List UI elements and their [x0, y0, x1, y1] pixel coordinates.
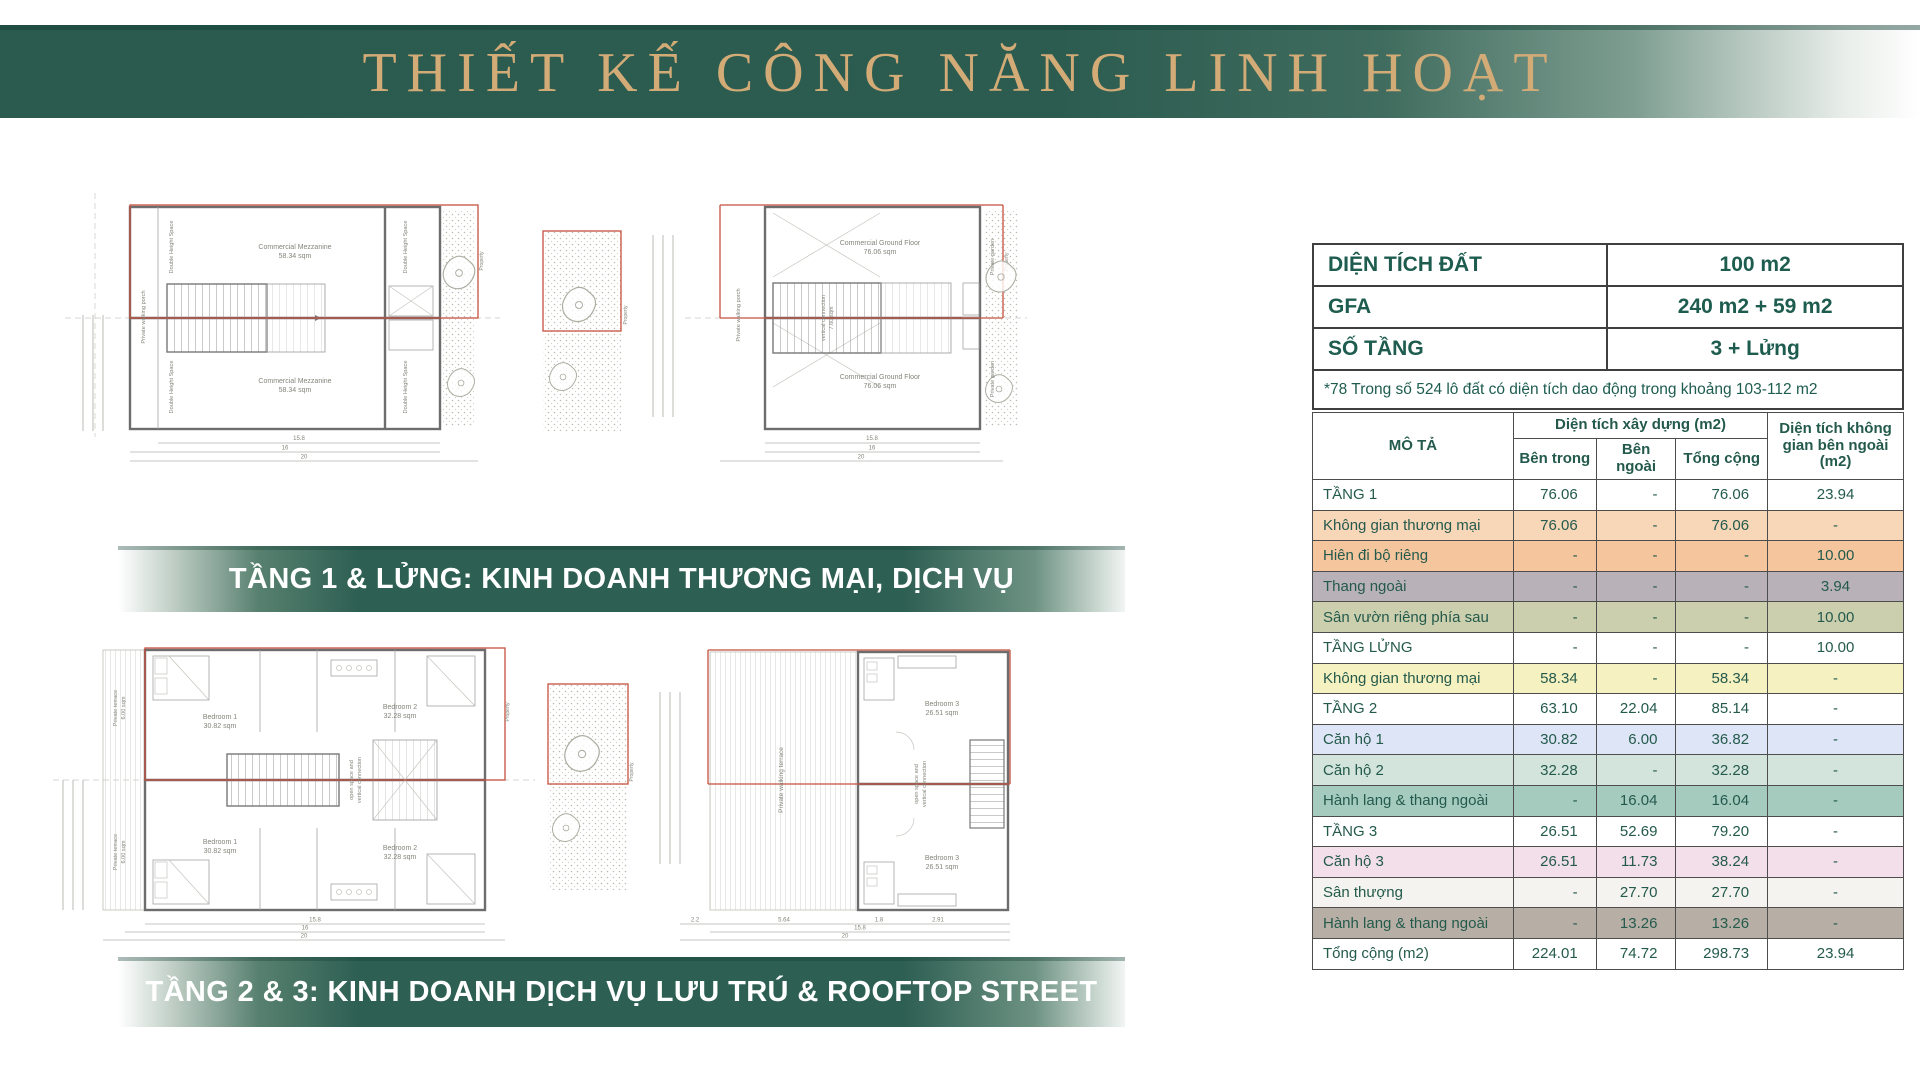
open-space-label: vertical connection: [357, 756, 363, 804]
table-row: [1313, 480, 1904, 511]
col-group-header: Diện tích xây dựng (m2): [1513, 413, 1767, 439]
stair-label: vertical connection: [821, 294, 827, 342]
cell-outside: 22.04: [1596, 694, 1676, 725]
bedroom1-label: Bedroom 1: [202, 714, 238, 721]
dim-label: 20: [300, 933, 308, 940]
row-label: TẦNG 2: [1313, 694, 1514, 725]
bedroom2-label: Bedroom 2: [382, 845, 418, 852]
dimension-lines: [680, 918, 1010, 941]
cell-inside: 76.06: [1513, 510, 1596, 541]
room-label: Commercial Mezzanine: [258, 244, 332, 251]
dim-label: 15.8: [866, 436, 878, 442]
cell-outdoor: -: [1768, 785, 1904, 816]
cell-outside: -: [1596, 480, 1676, 511]
col-total-header: Tổng cộng: [1676, 439, 1768, 480]
row-label: Sân thượng: [1313, 877, 1514, 908]
cell-outdoor: -: [1768, 908, 1904, 939]
cell-total: 36.82: [1676, 724, 1768, 755]
cell-outdoor: 10.00: [1768, 632, 1904, 663]
area-table: [1312, 412, 1904, 970]
bedroom3-label: Bedroom 3: [924, 701, 960, 708]
dim-label: 16: [281, 445, 289, 452]
dim-label: 20: [300, 454, 308, 461]
dim-label: 1.8: [874, 917, 884, 924]
bedroom2-area-label: 32.28 sqm: [383, 854, 417, 861]
cell-inside: -: [1513, 602, 1596, 633]
row-label: TẦNG 1: [1313, 480, 1514, 511]
cell-total: 79.20: [1676, 816, 1768, 847]
stair-area-label: 7.60 sqm: [829, 306, 835, 330]
bedroom1-label: Bedroom 1: [202, 839, 238, 846]
bedroom2-label: Bedroom 2: [382, 704, 418, 711]
floorplan-mezzanine: [55, 165, 505, 465]
table-row: [1313, 877, 1904, 908]
caption-floor1-banner: [118, 546, 1125, 612]
terrace-label: Private terrace: [113, 833, 119, 871]
cell-total: 27.70: [1676, 877, 1768, 908]
dim-label: 20: [841, 933, 849, 940]
table-row: [1313, 571, 1904, 602]
cell-outside: 52.69: [1596, 816, 1676, 847]
cell-outdoor: -: [1768, 816, 1904, 847]
cell-total: 76.06: [1676, 510, 1768, 541]
garden-label: Private garden: [990, 360, 996, 398]
row-label: Hành lang & thang ngoài: [1313, 785, 1514, 816]
open-space-label: open space and: [914, 764, 920, 804]
terrace-area-label: 6.00 sqm: [121, 840, 127, 864]
cell-inside: 76.06: [1513, 480, 1596, 511]
table-row: [1313, 816, 1904, 847]
room-area-label: 58.34 sqm: [278, 253, 312, 260]
bedroom3-label: Bedroom 3: [924, 855, 960, 862]
dim-label: 15.8: [293, 436, 305, 442]
info-label: DIỆN TÍCH ĐẤT: [1313, 244, 1607, 286]
room-area-label: 76.06 sqm: [863, 383, 897, 390]
col-outside-header: Bên ngoài: [1596, 439, 1676, 480]
cell-outside: -: [1596, 541, 1676, 572]
left-garden: [543, 231, 629, 431]
cell-total: -: [1676, 602, 1768, 633]
floorplan-floor2: [35, 612, 540, 952]
cell-total: 32.28: [1676, 755, 1768, 786]
double-height-label: Double Height Space: [169, 220, 175, 274]
row-label: Không gian thương mại: [1313, 663, 1514, 694]
dimension-column: [653, 235, 673, 417]
cell-inside: -: [1513, 785, 1596, 816]
info-label: GFA: [1313, 286, 1607, 328]
bedroom3-area-label: 26.51 sqm: [925, 864, 959, 871]
dimension-column: [660, 692, 680, 864]
cell-outdoor: 10.00: [1768, 541, 1904, 572]
open-space-label: open space and: [349, 760, 355, 800]
table-row: [1313, 785, 1904, 816]
cell-outside: -: [1596, 663, 1676, 694]
open-space-label: vertical connection: [922, 760, 928, 808]
cell-total: -: [1676, 541, 1768, 572]
room-area-label: 58.34 sqm: [278, 387, 312, 394]
cell-total: 298.73: [1676, 938, 1768, 969]
terrace-area-label: 6.00 sqm: [121, 696, 127, 720]
cell-inside: 30.82: [1513, 724, 1596, 755]
double-height-label: Double Height Space: [403, 220, 409, 274]
info-note: *78 Trong số 524 lô đất có diện tích dao động trong khoảng 103-112 m2: [1313, 370, 1903, 409]
info-value: 240 m2 + 59 m2: [1607, 286, 1903, 328]
cell-inside: 63.10: [1513, 694, 1596, 725]
info-label: SỐ TẦNG: [1313, 328, 1607, 370]
col-desc-header: MÔ TẢ: [1313, 413, 1514, 480]
double-height-label: Double Height Space: [169, 360, 175, 414]
porch-label: Private walking porch: [736, 288, 742, 342]
table-row: [1313, 755, 1904, 786]
row-label: Tổng cộng (m2): [1313, 938, 1514, 969]
col-outdoor-header: Diện tích không gian bên ngoài (m2): [1768, 413, 1904, 480]
table-row-total: [1313, 938, 1904, 969]
info-table: [1312, 243, 1904, 410]
area-table-header: [1313, 413, 1904, 439]
row-label: Hiên đi bộ riêng: [1313, 541, 1514, 572]
info-value: 3 + Lửng: [1607, 328, 1903, 370]
dim-label: 2.2: [690, 917, 700, 924]
floorplan-ground: [535, 165, 1030, 465]
cell-total: 13.26: [1676, 908, 1768, 939]
double-height-label: Double Height Space: [403, 360, 409, 414]
table-row: [1313, 908, 1904, 939]
row-label: Không gian thương mại: [1313, 510, 1514, 541]
caption-floor1-text: TẦNG 1 & LỬNG: KINH DOANH THƯƠNG MẠI, DỊCH VỤ: [228, 562, 1015, 595]
cell-outdoor: -: [1768, 755, 1904, 786]
dim-label: 16: [301, 925, 309, 932]
row-label: TẦNG LỬNG: [1313, 632, 1514, 663]
cell-inside: -: [1513, 908, 1596, 939]
row-label: TẦNG 3: [1313, 816, 1514, 847]
caption-floor23-banner: [118, 957, 1125, 1027]
row-label: Hành lang & thang ngoài: [1313, 908, 1514, 939]
dimension-lines: [720, 436, 1003, 461]
caption-floor23-text: TẦNG 2 & 3: KINH DOANH DỊCH VỤ LƯU TRÚ & ROOFTOP STREET: [145, 975, 1098, 1008]
row-label: Căn hộ 1: [1313, 724, 1514, 755]
cell-outside: 27.70: [1596, 877, 1676, 908]
header-banner: [0, 25, 1920, 118]
cell-outdoor: 3.94: [1768, 571, 1904, 602]
table-row: [1313, 694, 1904, 725]
left-garden: [548, 684, 635, 890]
bedroom1-area-label: 30.82 sqm: [203, 723, 237, 730]
property-label: Property: [479, 251, 485, 271]
table-row: [1313, 847, 1904, 878]
cell-total: 16.04: [1676, 785, 1768, 816]
dim-label: 5.64: [778, 917, 790, 924]
table-row: [1313, 632, 1904, 663]
cell-outside: 11.73: [1596, 847, 1676, 878]
info-row: [1313, 244, 1903, 286]
terrace-hatch: [103, 650, 145, 910]
row-label: Sân vườn riêng phía sau: [1313, 602, 1514, 633]
page-title: THIẾT KẾ CÔNG NĂNG LINH HOẠT: [362, 42, 1558, 104]
cell-outside: 13.26: [1596, 908, 1676, 939]
row-label: Căn hộ 2: [1313, 755, 1514, 786]
table-row: [1313, 510, 1904, 541]
cell-inside: 58.34: [1513, 663, 1596, 694]
cell-total: -: [1676, 571, 1768, 602]
dim-label: 15.8: [309, 917, 321, 924]
dim-label: 2.91: [932, 917, 944, 924]
cell-outside: 74.72: [1596, 938, 1676, 969]
table-row: [1313, 663, 1904, 694]
info-row: [1313, 286, 1903, 328]
property-label: Property: [505, 702, 511, 722]
cell-inside: -: [1513, 541, 1596, 572]
table-row: [1313, 724, 1904, 755]
cell-outside: -: [1596, 602, 1676, 633]
cell-total: 38.24: [1676, 847, 1768, 878]
cell-inside: 26.51: [1513, 847, 1596, 878]
room-area-label: 76.06 sqm: [863, 249, 897, 256]
bedroom1-area-label: 30.82 sqm: [203, 848, 237, 855]
cell-total: 76.06: [1676, 480, 1768, 511]
bedroom2-area-label: 32.28 sqm: [383, 713, 417, 720]
garden-label: Private garden: [990, 238, 996, 276]
cell-inside: -: [1513, 571, 1596, 602]
room-label: Commercial Ground Floor: [839, 240, 921, 247]
cell-total: 58.34: [1676, 663, 1768, 694]
row-label: Thang ngoài: [1313, 571, 1514, 602]
dim-label: 20: [857, 454, 865, 461]
bedroom3-area-label: 26.51 sqm: [925, 710, 959, 717]
cell-inside: 32.28: [1513, 755, 1596, 786]
cell-outdoor: -: [1768, 847, 1904, 878]
info-value: 100 m2: [1607, 244, 1903, 286]
cell-outside: -: [1596, 632, 1676, 663]
cell-outdoor: -: [1768, 694, 1904, 725]
col-inside-header: Bên trong: [1513, 439, 1596, 480]
table-row: [1313, 541, 1904, 572]
cell-outdoor: -: [1768, 724, 1904, 755]
info-row: [1313, 328, 1903, 370]
property-label: Property: [629, 762, 635, 782]
dim-label: 16: [868, 445, 876, 452]
table-row: [1313, 602, 1904, 633]
cell-inside: 224.01: [1513, 938, 1596, 969]
cell-outside: -: [1596, 571, 1676, 602]
room-label: Commercial Mezzanine: [258, 378, 332, 385]
terrace-label: Private terrace: [113, 689, 119, 727]
floorplan-floor3: [540, 612, 1045, 952]
cell-outside: -: [1596, 755, 1676, 786]
cell-outdoor: 10.00: [1768, 602, 1904, 633]
cell-outside: 16.04: [1596, 785, 1676, 816]
cell-outdoor: -: [1768, 877, 1904, 908]
cell-outdoor: 23.94: [1768, 480, 1904, 511]
property-label: Property: [623, 305, 629, 325]
terrace-label: Private walking terrace: [778, 747, 785, 813]
cell-outdoor: -: [1768, 663, 1904, 694]
cell-inside: 26.51: [1513, 816, 1596, 847]
cell-outside: -: [1596, 510, 1676, 541]
room-label: Commercial Ground Floor: [839, 374, 921, 381]
porch-label: Private walking porch: [141, 290, 147, 344]
info-note-row: [1313, 370, 1903, 409]
cell-outdoor: 23.94: [1768, 938, 1904, 969]
cell-outside: 6.00: [1596, 724, 1676, 755]
row-label: Căn hộ 3: [1313, 847, 1514, 878]
dim-label: 15.8: [854, 925, 866, 932]
cell-outdoor: -: [1768, 510, 1904, 541]
cell-inside: -: [1513, 632, 1596, 663]
cell-inside: -: [1513, 877, 1596, 908]
cell-total: -: [1676, 632, 1768, 663]
cell-total: 85.14: [1676, 694, 1768, 725]
